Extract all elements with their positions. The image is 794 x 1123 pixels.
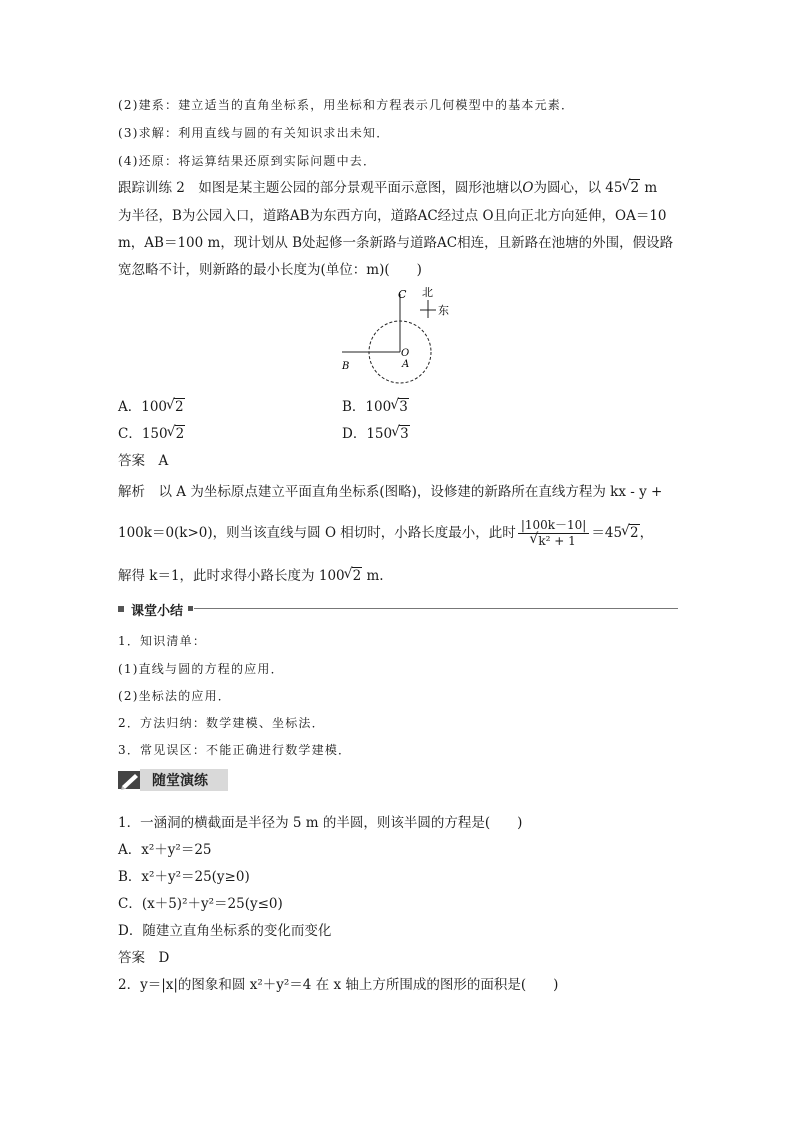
option-b-rad: 3 [399, 399, 408, 415]
park-diagram [338, 284, 488, 394]
summary-item-2: 2．方法归纳：数学建模、坐标法． [118, 716, 325, 730]
exercise-line-4: 宽忽略不计，则新路的最小长度为(单位：m)( ) [118, 262, 422, 278]
fraction-denominator [527, 534, 579, 549]
summary-item-1: 1．知识清单： [118, 634, 207, 648]
option-a-pre: A．100 [118, 399, 168, 415]
option-b [342, 397, 409, 417]
option-c-rad: 2 [175, 426, 185, 442]
option-a-sqrt [167, 397, 185, 417]
option-d-rad: 3 [400, 426, 409, 442]
analysis-line-2-pre: 100k＝0(k>0)，则当该直线与圆 O 相切时，小路长度最小，此时 [118, 525, 516, 541]
practice-title: 随堂演练 [152, 773, 208, 789]
sqrt-2 [622, 178, 640, 198]
option-a [118, 397, 185, 417]
summary-header [118, 601, 678, 617]
label-east: 东 [438, 304, 449, 317]
question-2: 2．y＝|x|的图象和圆 x²＋y²＝4 在 x 轴上方所围成的图形的面积是( ) [118, 977, 559, 993]
den-sqrt [530, 534, 576, 549]
label-a: A [402, 359, 410, 370]
analysis-sqrt [622, 516, 640, 550]
analysis-line-1: 解析 以 A 为坐标原点建立平面直角坐标系(图略)，设修建的新路所在直线方程为 kx - y + [118, 484, 663, 500]
option-a-rad: 2 [175, 399, 184, 415]
exercise-line-1 [118, 178, 657, 198]
sqrt-2-value: 2 [630, 180, 640, 196]
step-3-text: (3)求解：利用直线与圆的有关知识求出未知． [118, 126, 390, 140]
summary-title: 课堂小结 [131, 604, 184, 619]
exercise-o: O [522, 180, 534, 196]
step-2-text: (2)建系：建立适当的直角坐标系，用坐标和方程表示几何模型中的基本元素． [118, 98, 575, 112]
option-d-sqrt [392, 424, 410, 444]
analysis-line-2 [118, 516, 653, 550]
distance-fraction [518, 518, 590, 549]
exercise-line-1-end: m [640, 180, 658, 196]
summary-item-3: 3．常见误区：不能正确进行数学建模． [118, 743, 352, 757]
analysis-3-sqrt [345, 566, 363, 586]
option-b-sqrt [391, 397, 409, 417]
option-c-pre: C．150 [118, 426, 168, 442]
label-b: B [342, 361, 350, 372]
question-1: 1．一涵洞的横截面是半径为 5 m 的半圆，则该半圆的方程是( ) [118, 815, 523, 831]
park-diagram-svg [338, 284, 488, 394]
analysis-line-2-end: ， [639, 525, 654, 541]
exercise-line-3: m，AB＝100 m，现计划从 B处起修一条新路与道路AC相连，且新路在池塘的外围，假设路 [118, 235, 674, 251]
analysis-line-2-eq: ＝45 [591, 525, 623, 541]
question-1-option-b: B．x²＋y²＝25(y≥0) [118, 869, 250, 885]
summary-rule [194, 608, 678, 609]
summary-rule-dot [188, 606, 193, 611]
practice-banner [118, 769, 228, 791]
exercise-line-2: 为半径，B为公园入口，道路AB为东西方向，道路AC经过点 O且向正北方向延伸，OA＝10 [118, 208, 667, 224]
label-o: O [401, 348, 410, 359]
summary-item-1b: (2)坐标法的应用． [118, 689, 231, 703]
analysis-line-3-end: m. [362, 568, 384, 584]
analysis-sqrt-value: 2 [630, 525, 639, 541]
option-d [342, 424, 410, 444]
analysis-line-3-pre: 解得 k＝1，此时求得小路长度为 100 [118, 568, 345, 584]
question-1-answer: 答案 D [118, 950, 170, 966]
label-north: 北 [422, 286, 433, 299]
option-c-sqrt [168, 424, 186, 444]
exercise-line-1-pre: 跟踪训练 2 如图是某主题公园的部分景观平面示意图，圆形池塘以 [118, 180, 523, 196]
analysis-line-3 [118, 566, 384, 586]
fraction-numerator: |100k－10| [518, 518, 590, 534]
label-c: C [398, 288, 407, 301]
pencil-icon [118, 769, 144, 791]
question-1-option-d: D．随建立直角坐标系的变化而变化 [118, 923, 332, 939]
summary-item-1a: (1)直线与圆的方程的应用． [118, 662, 284, 676]
den-sqrt-value: k² + 1 [538, 534, 576, 548]
question-1-option-a: A．x²＋y²＝25 [118, 842, 212, 858]
exercise-line-1-mid: 为圆心，以 45 [533, 180, 623, 196]
option-d-pre: D．150 [342, 426, 393, 442]
exercise-answer: 答案 A [118, 453, 169, 469]
summary-bullet-icon [118, 606, 124, 612]
option-c [118, 424, 185, 444]
analysis-3-sqrt-value: 2 [352, 568, 362, 584]
option-b-pre: B．100 [342, 399, 392, 415]
step-4-text: (4)还原：将运算结果还原到实际问题中去． [118, 154, 377, 168]
question-1-option-c: C．(x＋5)²＋y²＝25(y≤0) [118, 896, 283, 912]
